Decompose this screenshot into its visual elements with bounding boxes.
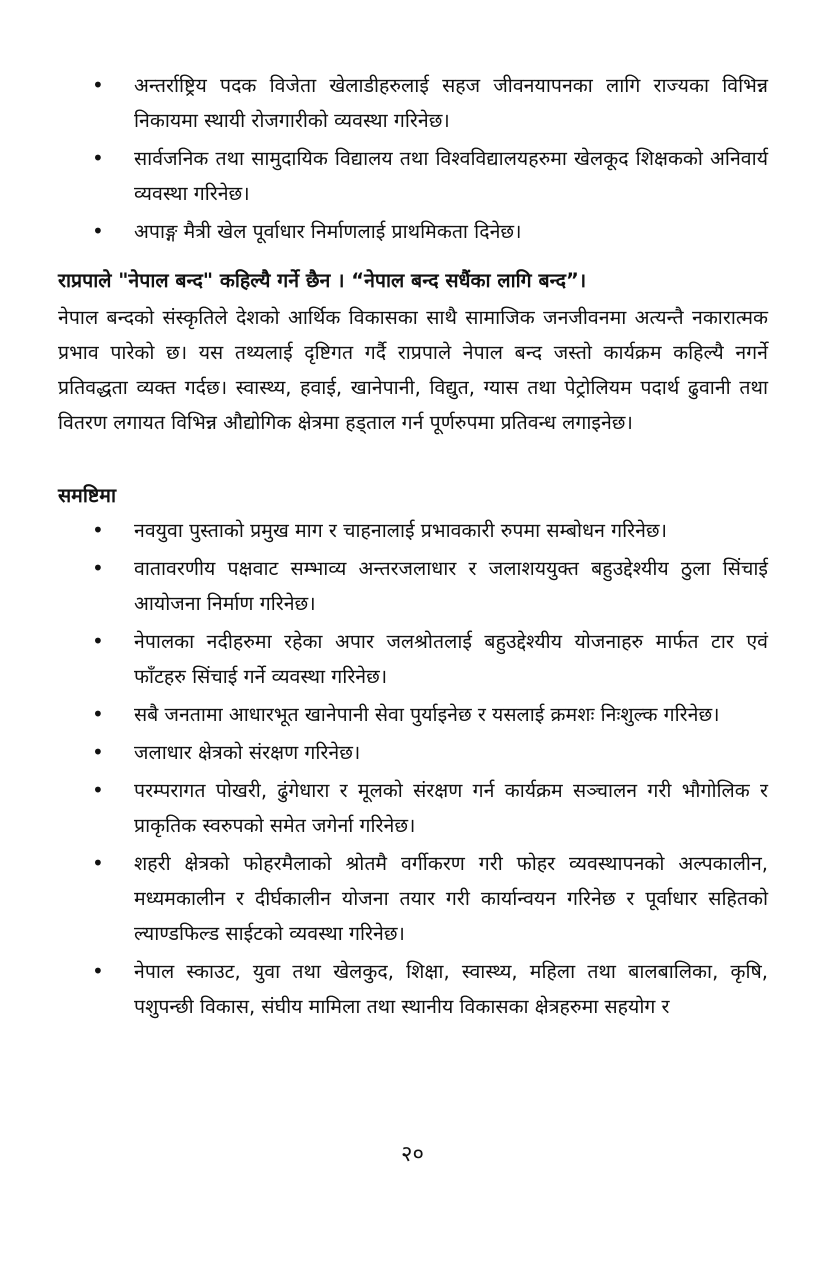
section-title: समष्टिमा (58, 484, 116, 507)
list-item: • परम्परागत पोखरी, ढुंगेधारा र मूलको संरक्षण गर्न कार्यक्रम सञ्चालन गरी भौगोलिक र प्राकृतिक स्वरुपको समेत जगेर्ना गरिनेछ। (58, 773, 768, 843)
document-page (58, 68, 768, 1027)
list-item: • सार्वजनिक तथा सामुदायिक विद्यालय तथा विश्वविद्यालयहरुमा खेलकूद शिक्षकको अनिवार्य व्यवस्था गरिनेछ। (58, 141, 768, 211)
bullet-list-sports (58, 68, 768, 249)
list-item: • अपाङ्ग मैत्री खेल पूर्वाधार निर्माणलाई प्राथमिकता दिनेछ। (58, 214, 768, 249)
list-item: • नेपाल स्काउट, युवा तथा खेलकुद, शिक्षा, स्वास्थ्य, महिला तथा बालबालिका, कृषि, पशुपन्छी विकास, संघीय मामिला तथा स्थानीय विकासका क्षेत्रहरुमा सहयोग र (58, 954, 768, 1024)
list-item: • शहरी क्षेत्रको फोहरमैलाको श्रोतमै वर्गीकरण गरी फोहर व्यवस्थापनको अल्पकालीन, मध्यमकालीन र दीर्घकालीन योजना तयार गरी कार्यान्वयन गरिनेछ र पूर्वाधार सहितको ल्याण्डफिल्ड साईटको व्यवस्था गरिनेछ। (58, 846, 768, 951)
list-item: • अन्तर्राष्ट्रिय पदक विजेता खेलाडीहरुलाई सहज जीवनयापनका लागि राज्यका विभिन्न निकायमा स्थायी रोजगारीको व्यवस्था गरिनेछ। (58, 68, 768, 138)
list-item: • वातावरणीय पक्षवाट सम्भाव्य अन्तरजलाधार र जलाशययुक्त बहुउद्देश्यीय ठुला सिंचाई आयोजना निर्माण गरिनेछ। (58, 551, 768, 621)
list-item: • नेपालका नदीहरुमा रहेका अपार जलश्रोतलाई बहुउद्देश्यीय योजनाहरु मार्फत टार एवं फाँटहरु सिंचाई गर्ने व्यवस्था गरिनेछ। (58, 624, 768, 694)
list-item: • नवयुवा पुस्ताको प्रमुख माग र चाहनालाई प्रभावकारी रुपमा सम्बोधन गरिनेछ। (58, 513, 768, 548)
section-heading: राप्रपाले "नेपाल बन्द" कहिल्यै गर्ने छैन । “नेपाल बन्द सधैंका लागि बन्द”। (58, 269, 587, 292)
list-item: • जलाधार क्षेत्रको संरक्षण गरिनेछ। (58, 735, 768, 770)
bullet-list-overall (58, 513, 768, 1024)
page-number: २० (401, 1142, 424, 1167)
body-paragraph: नेपाल बन्दको संस्कृतिले देशको आर्थिक विकासका साथै सामाजिक जनजीवनमा अत्यन्तै नकारात्मक प्रभाव पारेको छ। यस तथ्यलाई दृष्टिगत गर्दै राप्रपाले नेपाल बन्द जस्तो कार्यक्रम कहिल्यै नगर्ने प्रतिवद्धता व्यक्त गर्दछ। स्वास्थ्य, हवाई, खानेपानी, विद्युत, ग्यास तथा पेट्रोलियम पदार्थ ढुवानी तथा वितरण लगायत विभिन्न औद्योगिक क्षेत्रमा हड्ताल गर्न पूर्णरुपमा प्रतिवन्ध लगाइनेछ। (58, 306, 768, 434)
list-item: • सबै जनतामा आधारभूत खानेपानी सेवा पुर्याइनेछ र यसलाई क्रमशः निःशुल्क गरिनेछ। (58, 697, 768, 732)
